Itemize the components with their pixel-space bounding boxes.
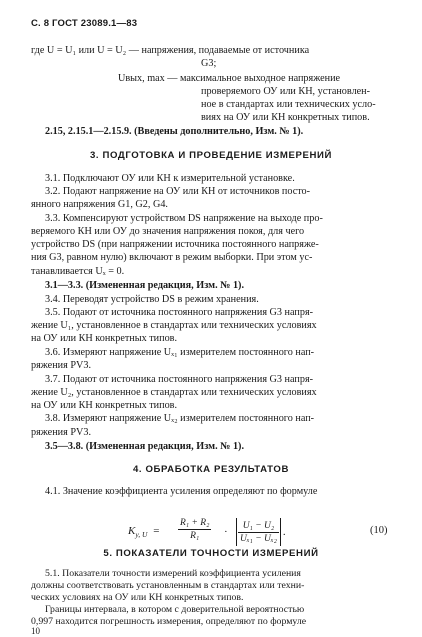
paragraph-line: 3.4. Переводят устройство DS в режим хранения. bbox=[45, 294, 259, 305]
paragraph-line: 3.8. Измеряют напряжение Uₓ₂ измерителем постоянного нап- bbox=[45, 413, 315, 424]
paragraph-line: 3.2. Подают напряжение на ОУ или КН от источников посто- bbox=[45, 186, 311, 197]
paragraph-line: на ОУ или КН конкретных типов. bbox=[31, 333, 178, 344]
definition-line-2: G3; bbox=[201, 58, 217, 69]
fraction-voltages-numerator: U₁ − U₂ bbox=[238, 520, 279, 533]
paragraph-line: танавливается Uₓ = 0. bbox=[31, 266, 125, 277]
fraction-resistors bbox=[178, 517, 211, 542]
paragraph-line: 5.1. Показатели точности измерений коэффициента усиления bbox=[45, 568, 301, 579]
paragraph-line: 3.6. Измеряют напряжение Uₓ₁ измерителем постоянного нап- bbox=[45, 347, 315, 358]
section-3-title: 3. ПОДГОТОВКА И ПРОВЕДЕНИЕ ИЗМЕРЕНИЙ bbox=[89, 150, 333, 161]
paragraph-line: ния G3, равном нулю) включают в режим выборки. При этом ус- bbox=[31, 252, 313, 263]
paragraph-line: ряжения PV3. bbox=[31, 360, 92, 371]
paragraph-line: ческих условиях на ОУ или КН конкретных типов. bbox=[31, 592, 244, 603]
paragraph-line: 3.5. Подают от источника постоянного напряжения G3 напря- bbox=[45, 307, 314, 318]
paragraph-line: жение U₂, установленное в стандартах или технических условиях bbox=[31, 387, 317, 398]
paragraph-line: Границы интервала, в котором с доверительной вероятностью bbox=[45, 604, 305, 615]
amendment-note-3-1: 3.1—3.3. (Измененная редакция, Изм. № 1). bbox=[45, 280, 244, 291]
formula-lhs-subscript: y, U bbox=[135, 530, 148, 540]
definition-line-5: ное в стандартах или технических усло- bbox=[201, 99, 376, 110]
paragraph-line: янного напряжения G1, G2, G4. bbox=[31, 199, 168, 210]
section-5-title: 5. ПОКАЗАТЕЛИ ТОЧНОСТИ ИЗМЕРЕНИЙ bbox=[103, 548, 319, 559]
abs-bar-right bbox=[280, 518, 281, 546]
paragraph-line: 3.7. Подают от источника постоянного напряжения G3 напря- bbox=[45, 374, 314, 385]
definition-line-6: виях на ОУ или КН конкретных типов. bbox=[201, 112, 370, 123]
paragraph-line: 4.1. Значение коэффициента усиления определяют по формуле bbox=[45, 486, 318, 497]
formula-number: (10) bbox=[370, 525, 388, 536]
formula-multiply: · bbox=[224, 526, 228, 538]
paragraph-line: должны соответствовать установленным в стандартах или техни- bbox=[31, 580, 305, 591]
definition-line-1: где U = U₁ или U = U₂ — напряжения, подаваемые от источника bbox=[31, 45, 310, 56]
fraction-resistors-denominator: R₁ bbox=[190, 531, 200, 541]
paragraph-line: веряемого КН или ОУ до значения напряжения покоя, для чего bbox=[31, 226, 305, 237]
paragraph-line: 3.3. Компенсируют устройством DS напряжение на выходе про- bbox=[45, 213, 323, 224]
paragraph-line: жение U₁, установленное в стандартах или технических условиях bbox=[31, 320, 317, 331]
page-number: 10 bbox=[31, 626, 40, 636]
paragraph-line: 0,997 находится погрешность измерения, определяют по формуле bbox=[31, 616, 307, 627]
paragraph-line: ряжения PV3. bbox=[31, 427, 92, 438]
fraction-voltages-denominator: Uₓ₁ − Uₓ₂ bbox=[240, 533, 277, 544]
section-4-title: 4. ОБРАБОТКА РЕЗУЛЬТАТОВ bbox=[133, 464, 289, 475]
formula-equals: = bbox=[153, 525, 160, 537]
amendment-note-3-5: 3.5—3.8. (Измененная редакция, Изм. № 1). bbox=[45, 441, 244, 452]
abs-bar-left bbox=[236, 518, 237, 546]
page-header: С. 8 ГОСТ 23089.1—83 bbox=[31, 18, 138, 29]
paragraph-line: на ОУ или КН конкретных типов. bbox=[31, 400, 178, 411]
fraction-resistors-numerator: R₁ + R₂ bbox=[180, 518, 210, 528]
definition-line-3: Uвых, max — максимальное выходное напряжение bbox=[118, 73, 341, 84]
fraction-voltages bbox=[238, 520, 279, 545]
paragraph-line: устройство DS (при напряжении источника постоянного напряже- bbox=[31, 239, 319, 250]
paragraph-line: 3.1. Подключают ОУ или КН к измерительной установке. bbox=[45, 173, 295, 184]
formula-10: $K_{y, U}$ = $\frac{\text{R₁ + R₂}}{\text{R₁}}$ · $\frac{\text{U₁ − U₂}}{\text{Uₓ₁ − Uₓ₂}}$ . (10) bbox=[0, 517, 422, 551]
amendment-note-2-15: 2.15, 2.15.1—2.15.9. (Введены дополнительно, Изм. № 1). bbox=[45, 126, 304, 137]
definition-line-4: проверяемого ОУ или КН, установлен- bbox=[201, 86, 371, 97]
formula-lhs: K bbox=[128, 525, 136, 537]
